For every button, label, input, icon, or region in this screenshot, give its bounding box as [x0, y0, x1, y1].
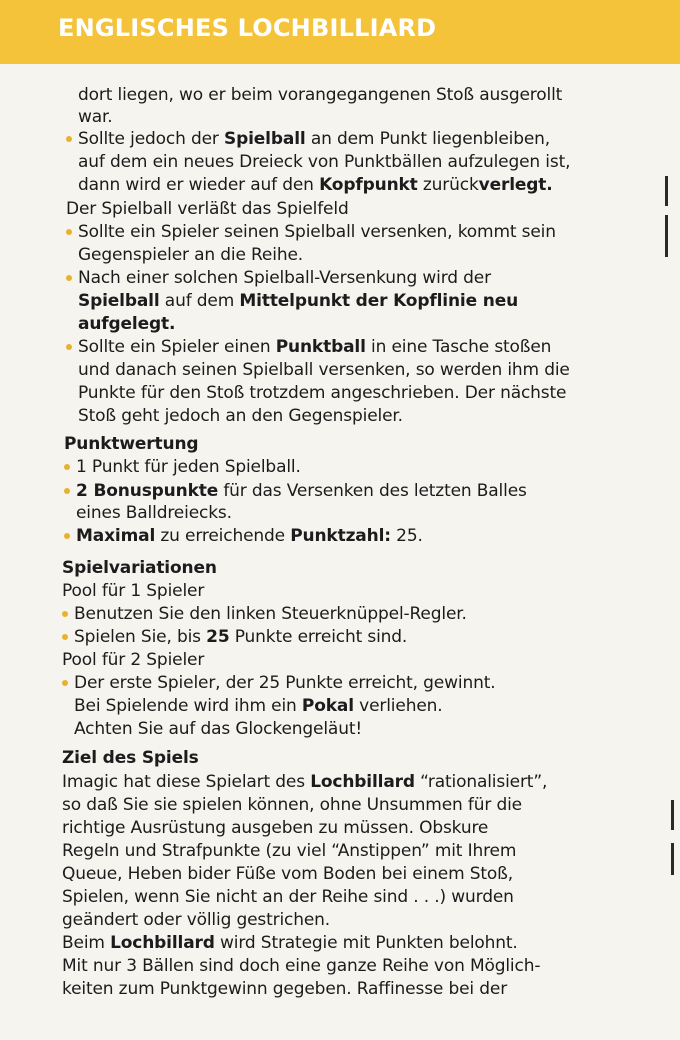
scan-mark	[665, 215, 668, 257]
bullet-icon	[66, 344, 72, 350]
text-line: Maximal zu erreichende Punktzahl: 25.	[76, 526, 423, 546]
bullet-icon	[62, 634, 68, 640]
bullet-icon	[64, 533, 70, 539]
text-line: dann wird er wieder auf den Kopfpunkt zurückverlegt.	[78, 175, 553, 195]
text-line: Gegenspieler an die Reihe.	[78, 245, 304, 265]
section-heading-spielvariationen: Spielvariationen	[62, 558, 217, 578]
text-line: Beim Lochbillard wird Strategie mit Punkten belohnt.	[62, 933, 518, 953]
text-line: eines Balldreiecks.	[76, 503, 232, 523]
text-line: Achten Sie auf das Glockengeläut!	[74, 719, 362, 739]
text-line: dort liegen, wo er beim vorangegangenen Stoß ausgerollt	[78, 85, 563, 105]
text-line: und danach seinen Spielball versenken, so werden ihm die	[78, 360, 570, 380]
text-line: 2 Bonuspunkte für das Versenken des letzten Balles	[76, 481, 527, 501]
section-heading-ziel: Ziel des Spiels	[62, 748, 199, 768]
text-line: auf dem ein neues Dreieck von Punktbällen aufzulegen ist,	[78, 152, 571, 172]
subheading: Pool für 1 Spieler	[62, 581, 205, 601]
scan-mark	[671, 843, 674, 875]
bullet-icon	[64, 488, 70, 494]
text-line: Mit nur 3 Bällen sind doch eine ganze Reihe von Möglich-	[62, 956, 541, 976]
text-line: Regeln und Strafpunkte (zu viel “Anstippen” mit Ihrem	[62, 841, 517, 861]
text-line: richtige Ausrüstung ausgeben zu müssen. Obskure	[62, 818, 489, 838]
text-line: war.	[78, 107, 113, 127]
bullet-icon	[64, 464, 70, 470]
text-line: Sollte jedoch der Spielball an dem Punkt liegenbleiben,	[78, 129, 551, 149]
text-line: aufgelegt.	[78, 314, 176, 334]
text-line: Spielball auf dem Mittelpunkt der Kopflinie neu	[78, 291, 519, 311]
text-line: Der erste Spieler, der 25 Punkte erreicht, gewinnt.	[74, 673, 496, 693]
text-line: Spielen Sie, bis 25 Punkte erreicht sind.	[74, 627, 408, 647]
section-heading-punktwertung: Punktwertung	[64, 434, 199, 454]
bullet-icon	[62, 680, 68, 686]
text-line: Benutzen Sie den linken Steuerknüppel-Regler.	[74, 604, 467, 624]
text-line: so daß Sie sie spielen können, ohne Unsummen für die	[62, 795, 522, 815]
text-line: Punkte für den Stoß trotzdem angeschrieben. Der nächste	[78, 383, 567, 403]
page-title: ENGLISCHES LOCHBILLIARD	[58, 14, 437, 42]
bullet-icon	[66, 136, 72, 142]
text-line: Nach einer solchen Spielball-Versenkung wird der	[78, 268, 491, 288]
subheading: Der Spielball verläßt das Spielfeld	[66, 199, 349, 219]
text-line: geändert oder völlig gestrichen.	[62, 910, 331, 930]
scan-mark	[665, 176, 668, 206]
text-line: keiten zum Punktgewinn gegeben. Raffinesse bei der	[62, 979, 508, 999]
text-line: Sollte ein Spieler einen Punktball in eine Tasche stoßen	[78, 337, 552, 357]
text-line: Queue, Heben bider Füße vom Boden bei einem Stoß,	[62, 864, 513, 884]
text-line: Sollte ein Spieler seinen Spielball versenken, kommt sein	[78, 222, 556, 242]
text-line: Stoß geht jedoch an den Gegenspieler.	[78, 406, 403, 426]
text-line: Bei Spielende wird ihm ein Pokal verliehen.	[74, 696, 443, 716]
bullet-icon	[66, 275, 72, 281]
text-line: 1 Punkt für jeden Spielball.	[76, 457, 301, 477]
scan-mark	[671, 800, 674, 830]
text-line: Spielen, wenn Sie nicht an der Reihe sind . . .) wurden	[62, 887, 514, 907]
bullet-icon	[62, 611, 68, 617]
subheading: Pool für 2 Spieler	[62, 650, 205, 670]
text-line: Imagic hat diese Spielart des Lochbillard “rationalisiert”,	[62, 772, 548, 792]
bullet-icon	[66, 229, 72, 235]
